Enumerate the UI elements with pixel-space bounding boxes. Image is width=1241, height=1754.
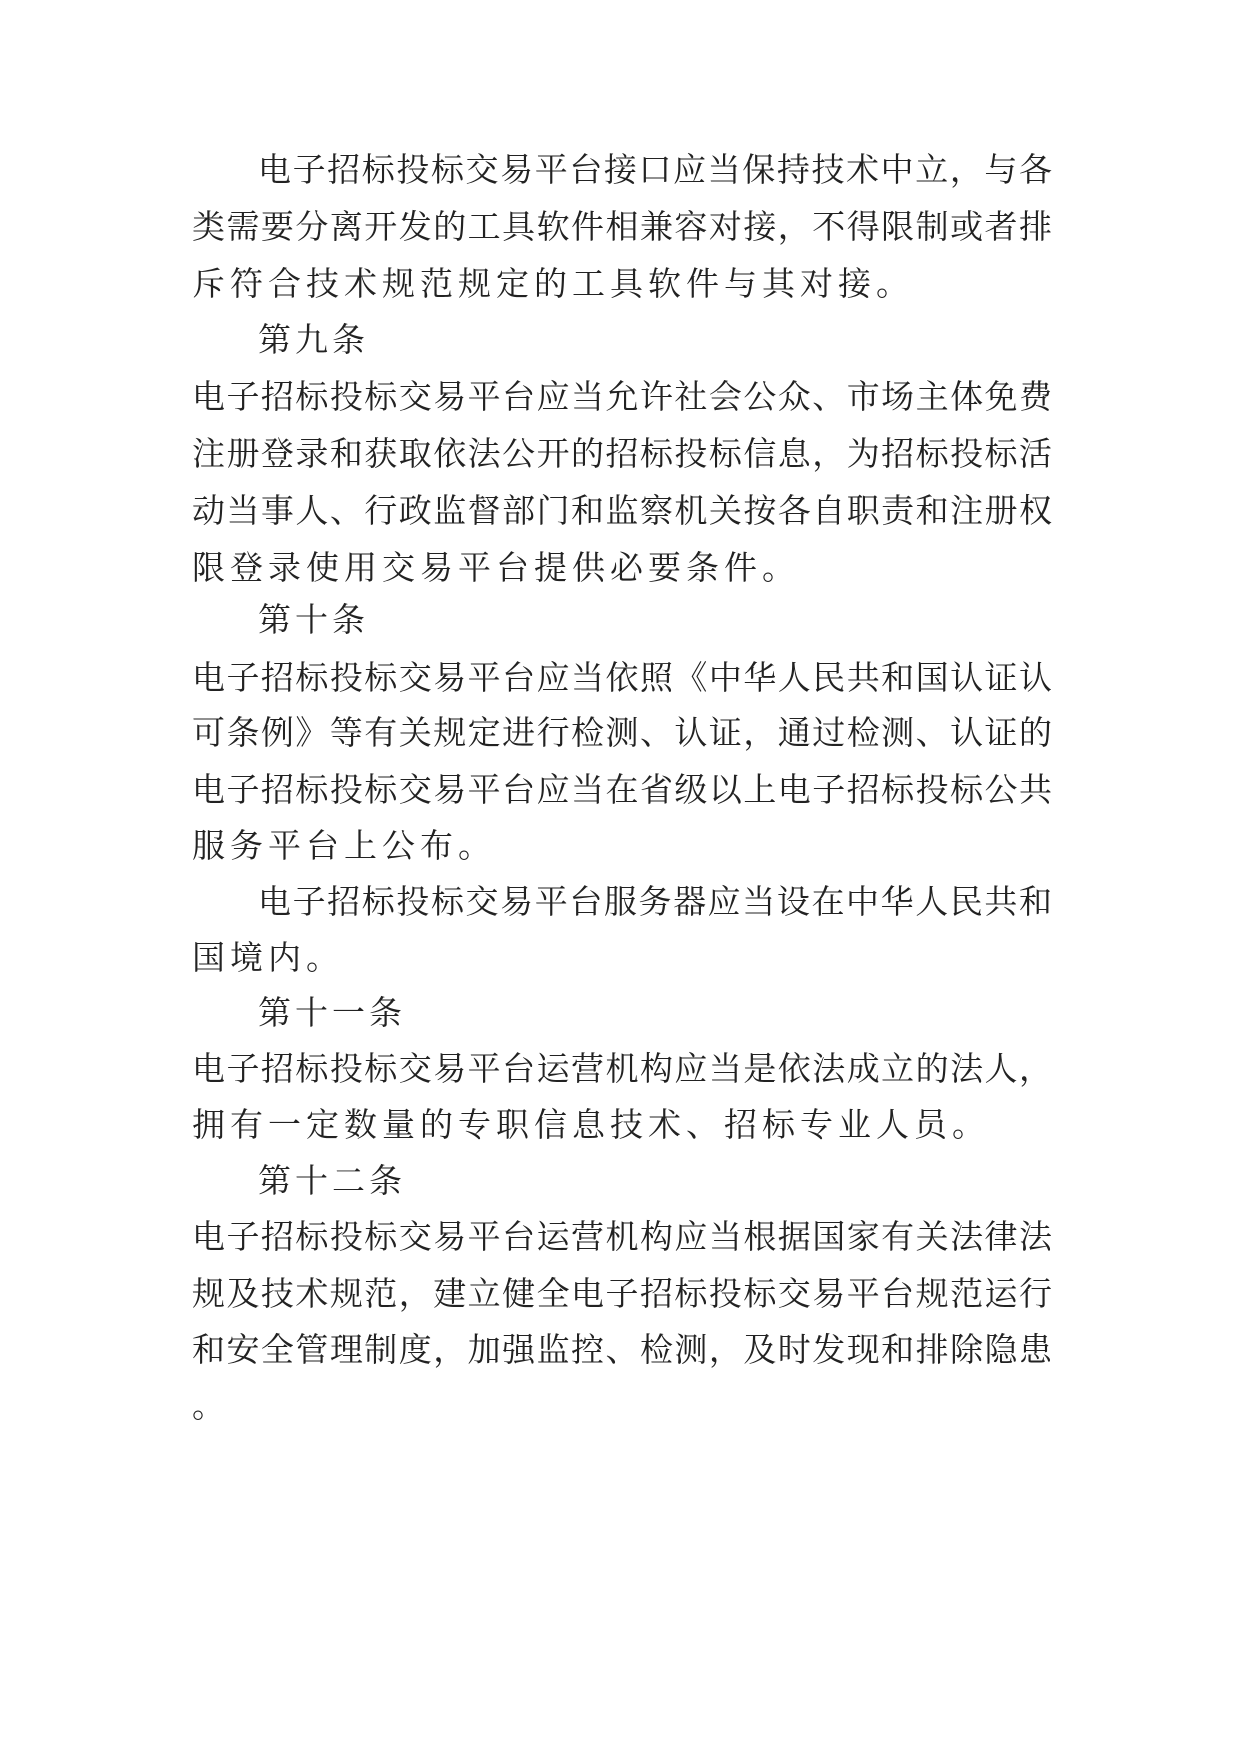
- paragraph-line: 和安全管理制度，加强监控、检测，及时发现和排除隐患: [192, 1330, 1052, 1369]
- article-heading: 第十二条: [258, 1161, 406, 1200]
- paragraph-line: 斥符合技术规范规定的工具软件与其对接。: [192, 264, 914, 303]
- article-heading: 第十条: [258, 600, 369, 639]
- paragraph-line: 电子招标投标交易平台运营机构应当是依法成立的法人，: [192, 1049, 1052, 1088]
- paragraph-line: 电子招标投标交易平台应当依照《中华人民共和国认证认: [192, 658, 1052, 697]
- paragraph-line: 注册登录和获取依法公开的招标投标信息，为招标投标活: [192, 434, 1052, 473]
- paragraph-line: 电子招标投标交易平台应当允许社会公众、市场主体免费: [192, 377, 1052, 416]
- paragraph-line: 电子招标投标交易平台运营机构应当根据国家有关法律法: [192, 1217, 1052, 1256]
- paragraph-line: 可条例》等有关规定进行检测、认证，通过检测、认证的: [192, 713, 1052, 752]
- paragraph-line: 规及技术规范，建立健全电子招标投标交易平台规范运行: [192, 1274, 1052, 1313]
- article-heading: 第十一条: [258, 993, 406, 1032]
- paragraph-line: 服务平台上公布。: [192, 826, 496, 865]
- paragraph-line: 。: [192, 1386, 230, 1425]
- paragraph-line: 电子招标投标交易平台接口应当保持技术中立，与各: [258, 150, 1052, 189]
- paragraph-line: 电子招标投标交易平台服务器应当设在中华人民共和: [258, 882, 1052, 921]
- paragraph-line: 动当事人、行政监督部门和监察机关按各自职责和注册权: [192, 491, 1052, 530]
- article-heading: 第九条: [258, 320, 369, 359]
- paragraph-line: 限登录使用交易平台提供必要条件。: [192, 548, 800, 587]
- paragraph-line: 电子招标投标交易平台应当在省级以上电子招标投标公共: [192, 770, 1052, 809]
- paragraph-line: 类需要分离开发的工具软件相兼容对接，不得限制或者排: [192, 207, 1052, 246]
- paragraph-line: 国境内。: [192, 938, 344, 977]
- paragraph-line: 拥有一定数量的专职信息技术、招标专业人员。: [192, 1105, 990, 1144]
